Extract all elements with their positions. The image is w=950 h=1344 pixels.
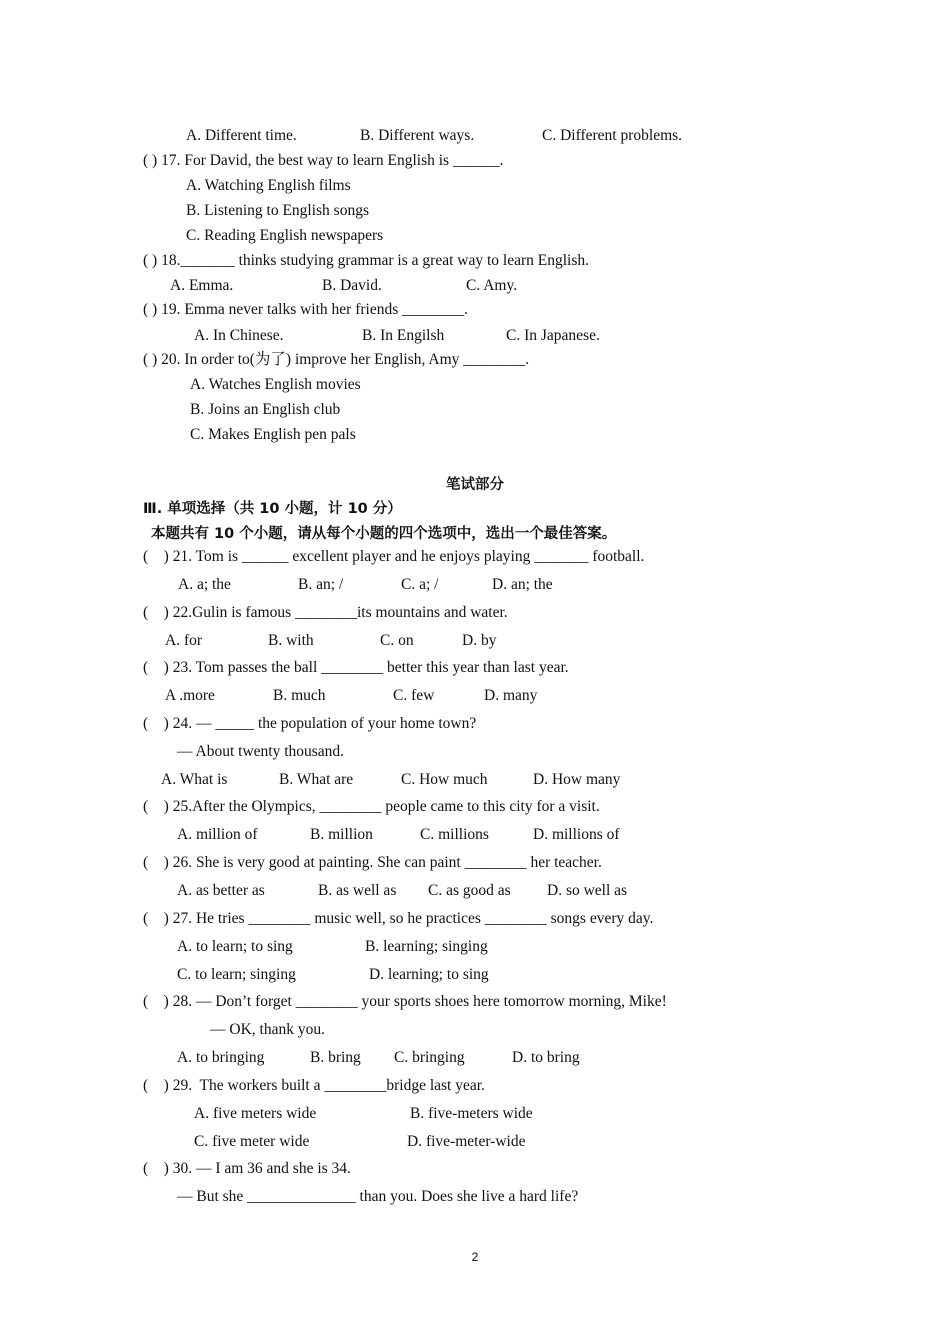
question-19: ( ) 19. Emma never talks with her friends ________. — [143, 301, 468, 318]
q25-option-d: D. millions of — [533, 826, 620, 843]
question-27: ( ) 27. He tries ________ music well, so he practices ________ songs every day. — [143, 910, 654, 927]
q19-option-b: B. In Engilsh — [362, 327, 445, 344]
q25-option-c: C. millions — [420, 826, 489, 843]
q23-option-d: D. many — [484, 687, 538, 704]
question-29: ( ) 29. The workers built a ________bridge last year. — [143, 1077, 485, 1094]
section-title: 笔试部分 — [446, 477, 504, 493]
q17-option-c: C. Reading English newspapers — [186, 227, 384, 244]
q20-option-c: C. Makes English pen pals — [190, 426, 356, 443]
q22-option-b: B. with — [268, 632, 314, 649]
q25-option-b: B. million — [310, 826, 373, 843]
q16-option-b: B. Different ways. — [360, 127, 475, 144]
q27-option-d: D. learning; to sing — [369, 966, 489, 983]
q30-reply: — But she ______________ than you. Does she live a hard life? — [177, 1188, 579, 1205]
q18-option-a: A. Emma. — [170, 277, 234, 294]
q25-option-a: A. million of — [177, 826, 258, 843]
q28-option-d: D. to bring — [512, 1049, 580, 1066]
page-number: 2 — [471, 1250, 479, 1264]
q29-option-d: D. five-meter-wide — [407, 1133, 526, 1150]
q21-option-d: D. an; the — [492, 576, 553, 593]
q26-option-b: B. as well as — [318, 882, 397, 899]
question-21: ( ) 21. Tom is ______ excellent player and he enjoys playing _______ football. — [143, 548, 645, 565]
q26-option-a: A. as better as — [177, 882, 265, 899]
q22-option-a: A. for — [165, 632, 203, 649]
q28-option-c: C. bringing — [394, 1049, 465, 1066]
question-24: ( ) 24. — _____ the population of your home town? — [143, 715, 477, 732]
q26-option-d: D. so well as — [547, 882, 628, 899]
q28-option-a: A. to bringing — [177, 1049, 265, 1066]
q23-option-b: B. much — [273, 687, 326, 704]
q18-option-b: B. David. — [322, 277, 382, 294]
question-23: ( ) 23. Tom passes the ball ________ better this year than last year. — [143, 659, 569, 676]
question-20: ( ) 20. In order to(为了) improve her English, Amy ________. — [143, 351, 530, 368]
question-17: ( ) 17. For David, the best way to learn English is ______. — [143, 152, 504, 169]
q27-option-c: C. to learn; singing — [177, 966, 296, 983]
q21-option-a: A. a; the — [178, 576, 231, 593]
q24-option-a: A. What is — [161, 771, 228, 788]
question-18: ( ) 18._______ thinks studying grammar is a great way to learn English. — [143, 252, 589, 269]
question-25: ( ) 25.After the Olympics, ________ people came to this city for a visit. — [143, 798, 600, 815]
q27-option-b: B. learning; singing — [365, 938, 488, 955]
question-28: ( ) 28. — Don’t forget ________ your sports shoes here tomorrow morning, Mike! — [143, 993, 667, 1010]
q24-option-d: D. How many — [533, 771, 621, 788]
q20-option-b: B. Joins an English club — [190, 401, 341, 418]
q21-option-c: C. a; / — [401, 576, 439, 593]
q17-option-a: A. Watching English films — [186, 177, 351, 194]
part3-instruction: 本题共有 10 个小题，请从每个小题的四个选项中，选出一个最佳答案。 — [151, 526, 617, 542]
q16-option-a: A. Different time. — [186, 127, 297, 144]
q27-option-a: A. to learn; to sing — [177, 938, 293, 955]
q19-option-a: A. In Chinese. — [194, 327, 284, 344]
q16-option-c: C. Different problems. — [542, 127, 683, 144]
q21-option-b: B. an; / — [298, 576, 344, 593]
q18-option-c: C. Amy. — [466, 277, 518, 294]
q22-option-d: D. by — [462, 632, 497, 649]
q24-option-b: B. What are — [279, 771, 354, 788]
part3-heading: Ⅲ. 单项选择（共 10 小题，计 10 分） — [143, 501, 402, 517]
question-22: ( ) 22.Gulin is famous ________its mountains and water. — [143, 604, 508, 621]
q29-option-b: B. five-meters wide — [410, 1105, 533, 1122]
q24-reply: — About twenty thousand. — [177, 743, 345, 760]
q23-option-c: C. few — [393, 687, 435, 704]
q24-option-c: C. How much — [401, 771, 488, 788]
q23-option-a: A .more — [165, 687, 215, 704]
question-30: ( ) 30. — I am 36 and she is 34. — [143, 1160, 351, 1177]
q28-option-b: B. bring — [310, 1049, 361, 1066]
q19-option-c: C. In Japanese. — [506, 327, 600, 344]
q29-option-a: A. five meters wide — [194, 1105, 317, 1122]
question-26: ( ) 26. She is very good at painting. She can paint ________ her teacher. — [143, 854, 602, 871]
q28-reply: — OK, thank you. — [210, 1021, 325, 1038]
q20-option-a: A. Watches English movies — [190, 376, 361, 393]
q26-option-c: C. as good as — [428, 882, 511, 899]
q22-option-c: C. on — [380, 632, 414, 649]
q29-option-c: C. five meter wide — [194, 1133, 310, 1150]
q17-option-b: B. Listening to English songs — [186, 202, 369, 219]
